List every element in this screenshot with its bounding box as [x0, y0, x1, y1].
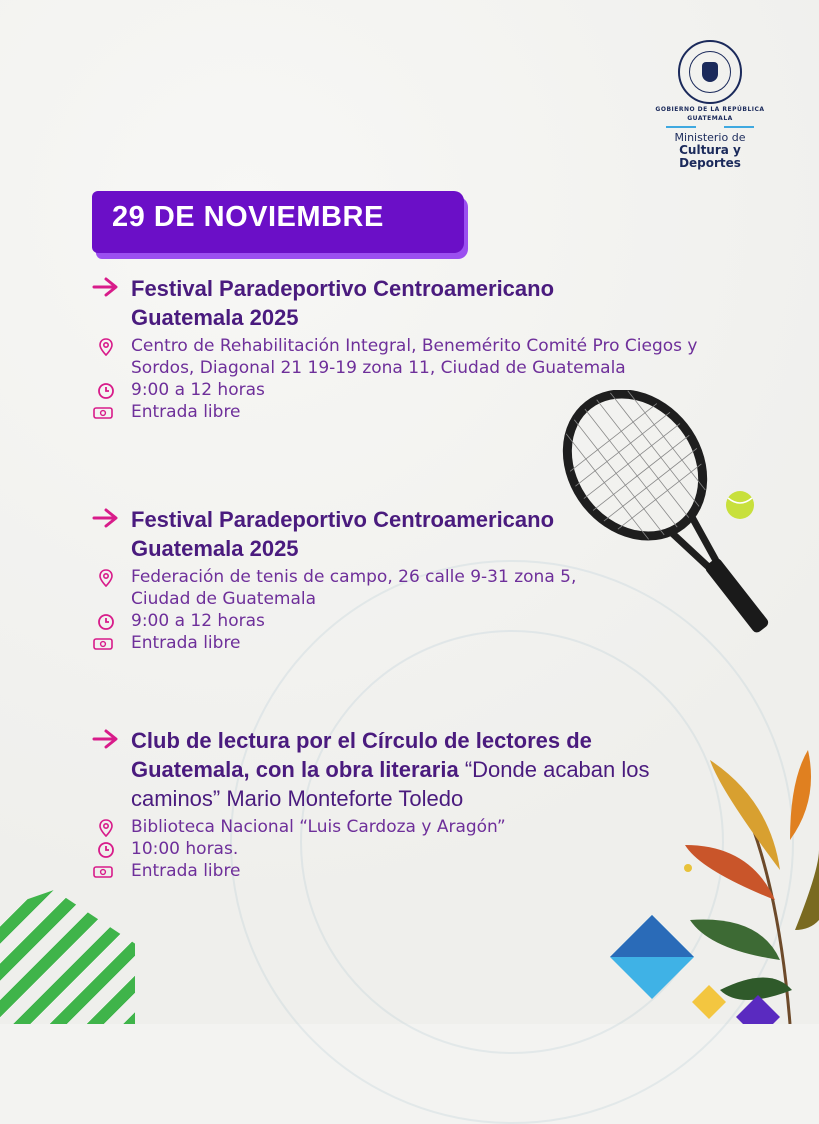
tennis-racket-icon	[560, 390, 819, 650]
event-time: 10:00 horas.	[92, 838, 712, 860]
ministry-logo	[650, 40, 770, 170]
money-icon	[92, 404, 116, 422]
event-time: 9:00 a 12 horas	[92, 610, 712, 632]
event-entry: Entrada libre	[92, 401, 712, 423]
arrow-icon	[92, 275, 122, 299]
event-location: Biblioteca Nacional “Luis Cardoza y Aragón”	[92, 816, 712, 838]
event-time: 9:00 a 12 horas	[92, 379, 712, 401]
seal-top-text: GOBIERNO DE LA REPÚBLICA	[655, 106, 765, 113]
plant-leaves-illustration	[680, 750, 819, 1024]
coat-of-arms-seal	[678, 40, 742, 104]
clock-icon	[97, 841, 115, 859]
yellow-diamond-decoration	[692, 985, 726, 1019]
location-pin-icon	[97, 569, 115, 587]
blue-diamond-decoration	[610, 915, 694, 999]
clock-icon	[97, 613, 115, 631]
arrow-icon	[92, 506, 122, 530]
event-location: Federación de tenis de campo, 26 calle 9-31 zona 5, Ciudad de Guatemala	[92, 566, 631, 610]
event-entry: Entrada libre	[92, 860, 712, 882]
seal-bottom-text: GUATEMALA	[687, 115, 733, 122]
ministry-name-line2: Cultura y Deportes	[679, 143, 741, 170]
event-title: Festival Paradeportivo Centroamericano Guatemala 2025	[92, 505, 671, 563]
event-title: Club de lectura por el Círculo de lectores de Guatemala, con la obra literaria “Donde acaban los caminos” Mario Monteforte Toledo	[92, 726, 691, 813]
date-banner	[92, 191, 464, 253]
arrow-icon	[92, 727, 122, 751]
event-entry: Entrada libre	[92, 632, 712, 654]
purple-diamond-decoration	[736, 995, 780, 1024]
clock-icon	[97, 382, 115, 400]
location-pin-icon	[97, 819, 115, 837]
ministry-name-line1: Ministerio de	[674, 131, 746, 144]
location-pin-icon	[97, 338, 115, 356]
money-icon	[92, 635, 116, 653]
event-item-3	[92, 726, 712, 882]
date-text: 29 DE NOVIEMBRE	[112, 201, 384, 233]
event-title: Festival Paradeportivo Centroamericano Guatemala 2025	[92, 274, 671, 332]
money-icon	[92, 863, 116, 881]
event-location: Centro de Rehabilitación Integral, Benemérito Comité Pro Ciegos y Sordos, Diagonal 21 19-19 zona 11, Ciudad de Guatemala	[92, 335, 721, 379]
